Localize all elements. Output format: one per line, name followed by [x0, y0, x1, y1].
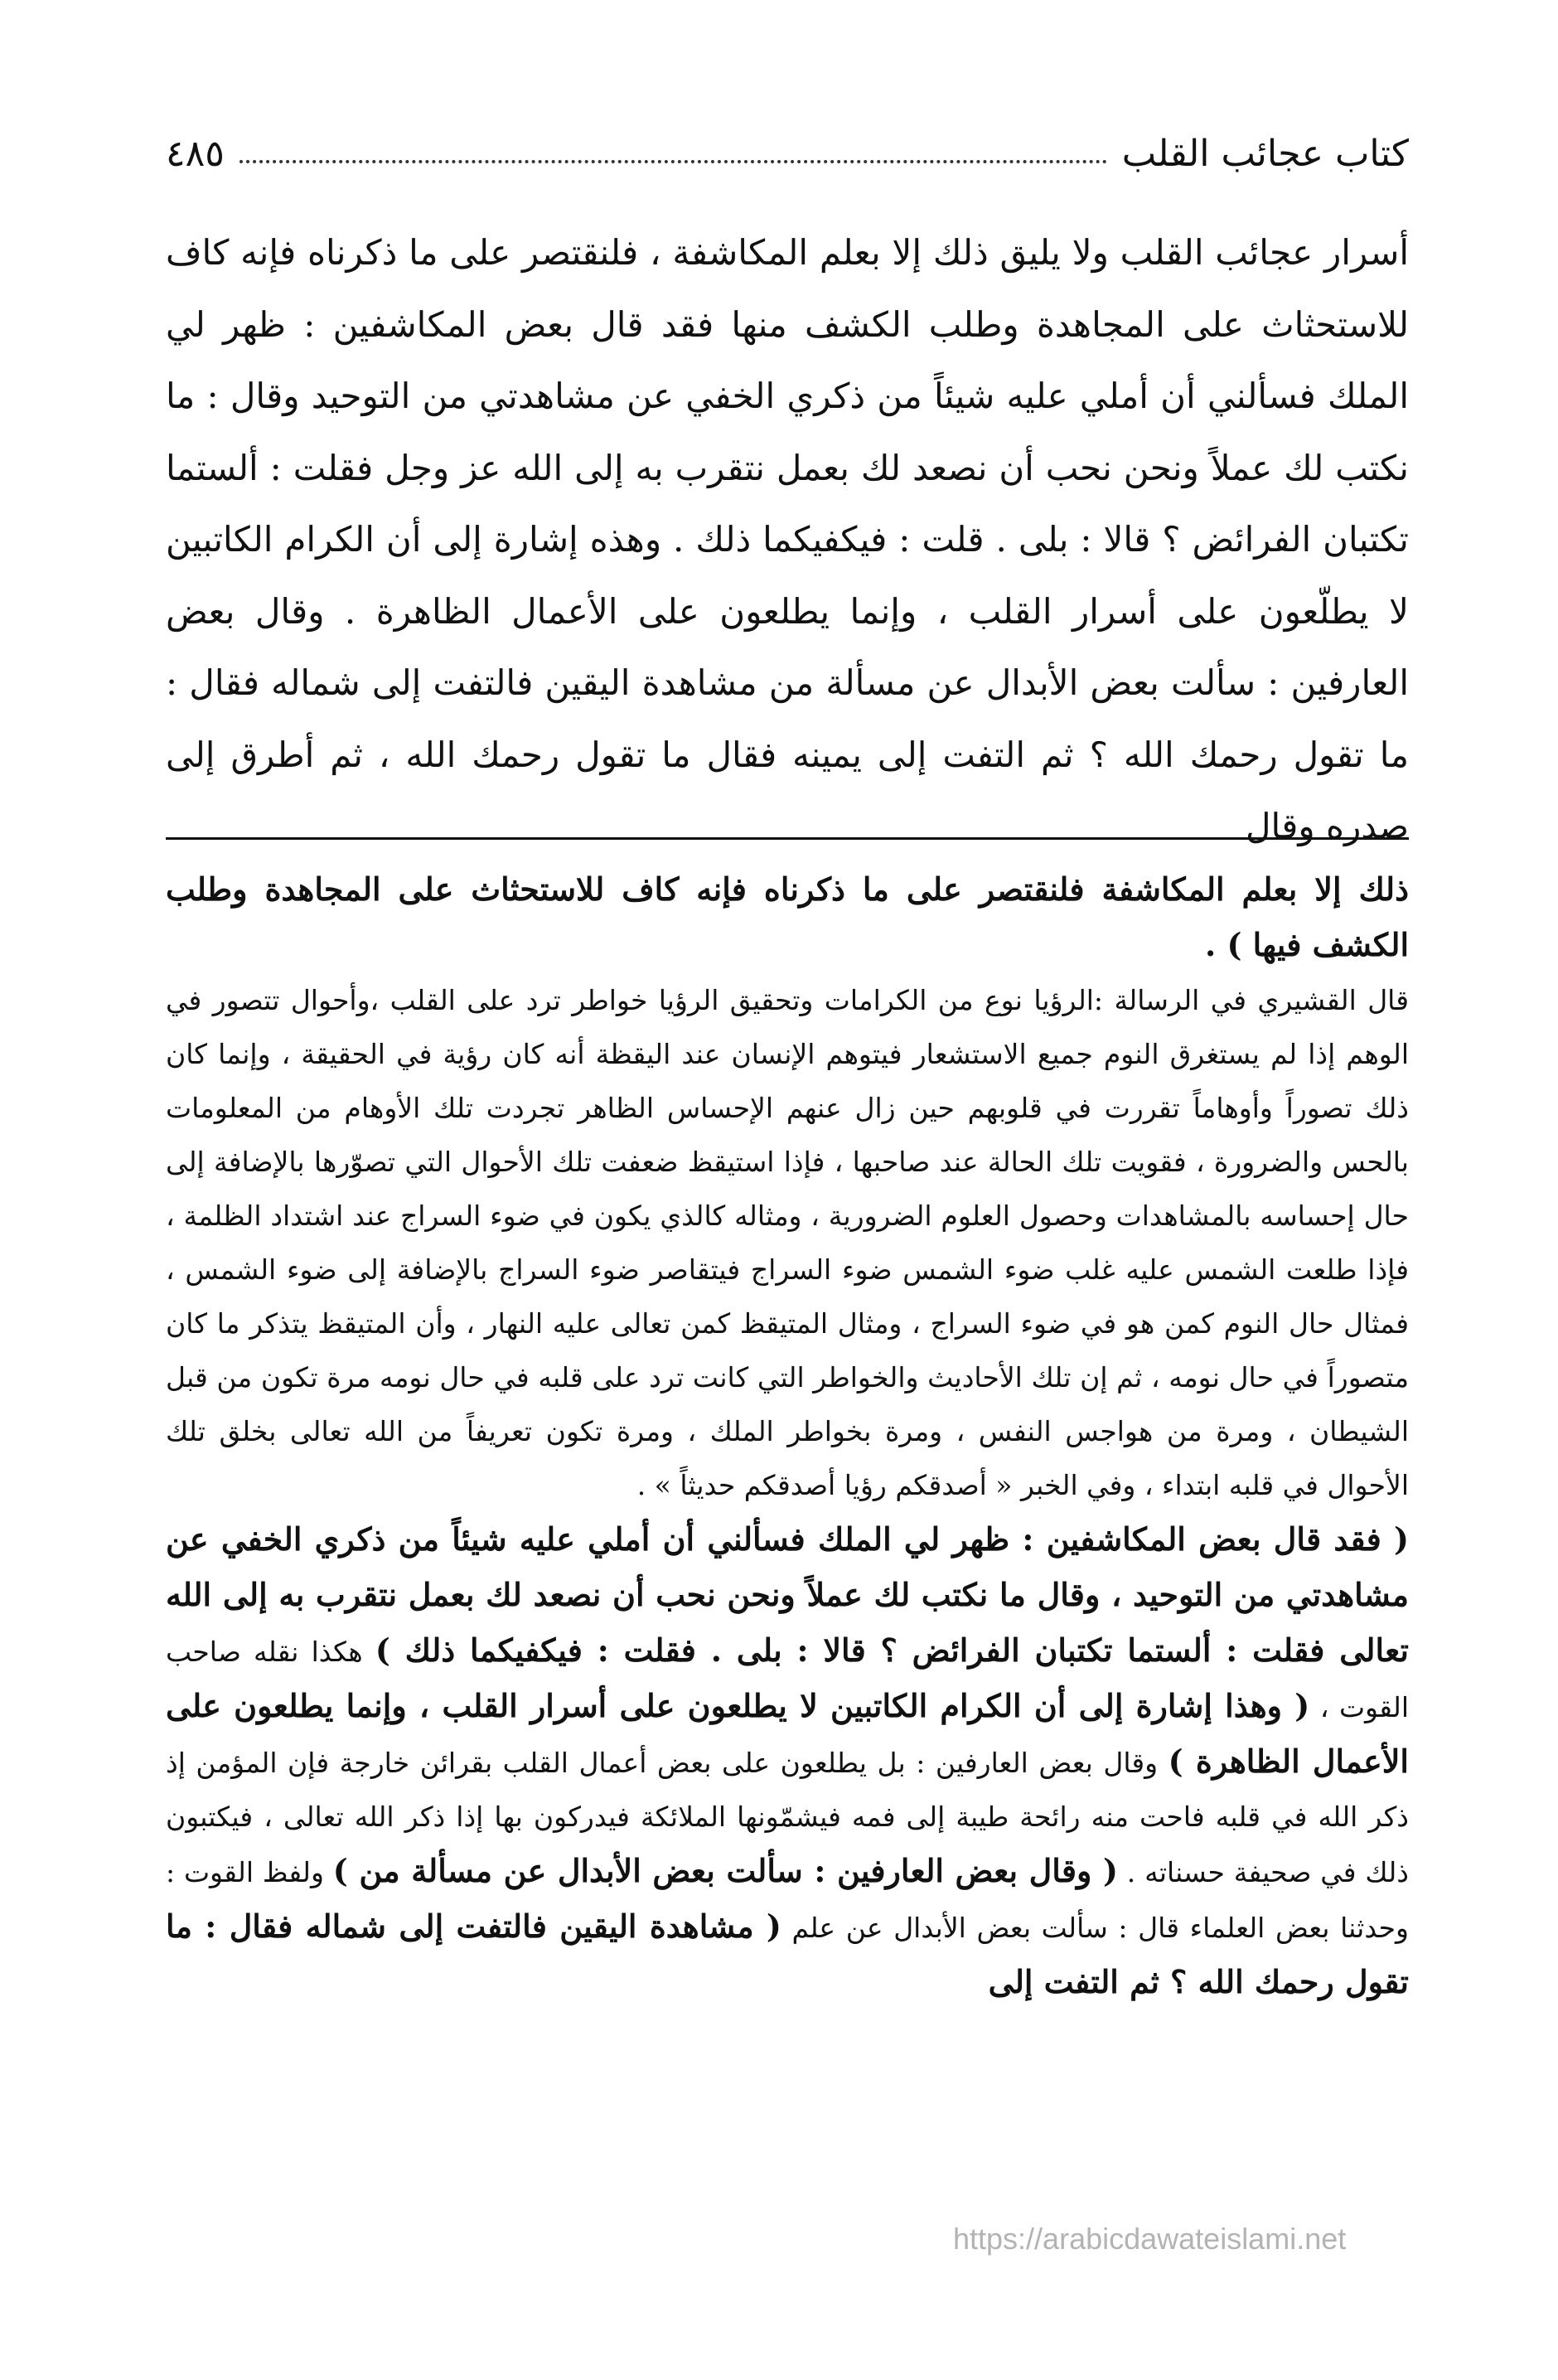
quoted-text: ( وقال بعض العارفين : سألت بعض الأبدال عن مسألة من ): [332, 1852, 1118, 1889]
quoted-text: ذلك إلا بعلم المكاشفة فلنقتصر على ما ذكرناه فإنه كاف للاستحثاث على المجاهدة وطلب الكشف فيها ) .: [166, 870, 1409, 963]
commentary-text: وقال بعض العارفين : بل يطلعون على بعض أعمال القلب بقرائن خارجة فإن المؤمن إذ ذكر الله في قلبه فاحت منه رائحة طيبة إلى فمه فيشمّونها الملائكة فيدركون بها إذا ذكر الله تعالى ، فيكتبون ذلك في صحيفة حسناته .: [166, 1747, 1409, 1888]
divider-line: [166, 837, 1409, 840]
commentary-section: [166, 862, 1409, 2296]
commentary-text: هكذا نقله صاحب القوت ،: [166, 1636, 1409, 1723]
page-header: [166, 124, 1409, 182]
commentary-paragraph-1: [166, 862, 1409, 973]
main-text: أسرار عجائب القلب ولا يليق ذلك إلا بعلم المكاشفة ، فلنقتصر على ما ذكرناه فإنه كاف للاستحثاث على المجاهدة وطلب الكشف منها فقد قال بعض المكاشفين : ظهر لي الملك فسألني أن أملي عليه شيئاً من ذكري الخفي عن مشاهدتي من التوحيد وقال : ما نكتب لك عملاً ونحن نحب أن نصعد لك بعمل نتقرب به إلى الله عز وجل فقلت : ألستما تكتبان الفرائض ؟ قالا : بلى . قلت : فيكفيكما ذلك . وهذه إشارة إلى أن الكرام الكاتبين لا يطلّعون على أسرار القلب ، وإنما يطلعون على الأعمال الظاهرة . وقال بعض العارفين : سألت بعض الأبدال عن مسألة من مشاهدة اليقين فالتفت إلى شماله فقال : ما تقول رحمك الله ؟ ثم التفت إلى يمينه فقال ما تقول رحمك الله ، ثم أطرق إلى صدره وقال: [166, 232, 1409, 846]
page-number: ٤٨٥: [166, 132, 225, 175]
commentary-paragraph-3: [166, 1512, 1409, 2010]
commentary-paragraph-2: قال القشيري في الرسالة :الرؤيا نوع من الكرامات وتحقيق الرؤيا خواطر ترد على القلب ،وأحوال تتصور في الوهم إذا لم يستغرق النوم جميع الاستشعار فيتوهم الإنسان عند اليقظة أنه كان رؤية في الحقيقة ، وإنما كان ذلك تصوراً وأوهاماً تقررت في قلوبهم حين زال عنهم الإحساس الظاهر تجردت تلك الأوهام من المعلومات بالحس والضرورة ، فقويت تلك الحالة عند صاحبها ، فإذا استيقظ ضعفت تلك الأحوال التي تصوّرها بالإضافة إلى حال إحساسه بالمشاهدات وحصول العلوم الضرورية ، ومثاله كالذي يكون في ضوء السراج عند اشتداد الظلمة ، فإذا طلعت الشمس عليه غلب ضوء الشمس ضوء السراج فيتقاصر ضوء السراج بالإضافة إلى ضوء الشمس ، فمثال حال النوم كمن هو في ضوء السراج ، ومثال المتيقظ كمن تعالى عليه النهار ، وأن المتيقظ يتذكر ما كان متصوراً في حال نومه ، ثم إن تلك الأحاديث والخواطر التي كانت ترد على قلبه في حال نومه مرة تكون من قبل الشيطان ، ومرة من هواجس النفس ، ومرة بخواطر الملك ، ومرة تكون تعريفاً من الله تعالى بخلق تلك الأحوال في قلبه ابتداء ، وفي الخبر « أصدقكم رؤيا أصدقكم حديثاً » .: [166, 984, 1409, 1501]
running-title: كتاب عجائب القلب: [1121, 132, 1409, 175]
leader-dots: [240, 160, 1107, 163]
commentary-text: ولفظ القوت : وحدثنا بعض العلماء قال : سألت بعض الأبدال عن علم: [166, 1856, 1409, 1944]
quoted-text: ( مشاهدة اليقين فالتفت إلى شماله فقال : ما تقول رحمك الله ؟ ثم التفت إلى: [166, 1907, 1409, 2000]
quoted-text: ( وهذا إشارة إلى أن الكرام الكاتبين لا يطلعون على أسرار القلب ، وإنما يطلعون على الأعمال الظاهرة ): [166, 1687, 1409, 1780]
quoted-text: ( فقد قال بعض المكاشفين : ظهر لي الملك فسألني أن أملي عليه شيئاً من ذكري الخفي عن مشاهدتي من التوحيد ، وقال ما نكتب لك عملاً ونحن نحب أن نصعد لك بعمل نتقرب به إلى الله تعالى فقلت : ألستما تكتبان الفرائض ؟ قالا : بلى . فقلت : فيكفيكما ذلك ): [166, 1520, 1409, 1669]
watermark-url: https://arabicdawateislami.net: [953, 2222, 1347, 2256]
